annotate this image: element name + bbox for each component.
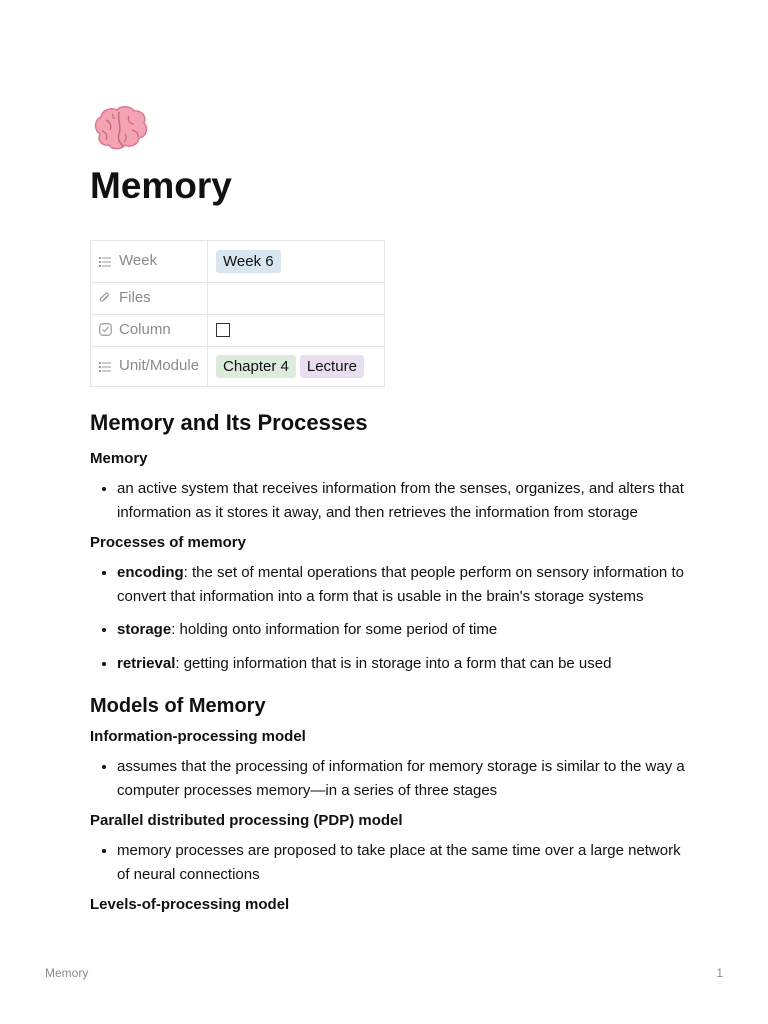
checkbox-icon (99, 323, 113, 340)
property-value-files[interactable] (208, 283, 385, 315)
list-item: • assumes that the processing of information for memory storage is similar to the way a computer processes memory—in a series of three stages (117, 755, 690, 802)
property-value-column (208, 315, 385, 347)
bullet-list (90, 477, 690, 524)
subheading-memory: Memory (90, 450, 148, 467)
page-title: Memory (90, 165, 232, 206)
list-item: • retrieval: getting information that is in storage into a form that can be used (117, 652, 690, 676)
term-storage: storage (117, 621, 172, 638)
list-icon (99, 254, 113, 271)
term-encoding: encoding (117, 564, 184, 581)
subheading-levels-of-processing-model: Levels-of-processing model (90, 896, 290, 913)
heading-models-of-memory: Models of Memory (90, 695, 266, 717)
property-row-column (91, 315, 385, 347)
tag-week[interactable]: Week 6 (216, 250, 281, 273)
page-content (90, 410, 690, 913)
bullet-list (90, 839, 690, 886)
bullet-list (90, 561, 690, 675)
property-name-unit-module[interactable]: Unit/Module (91, 347, 208, 387)
property-value-unit-module[interactable] (208, 347, 385, 387)
tag-chapter[interactable]: Chapter 4 (216, 355, 296, 378)
subheading-pdp-model: Parallel distributed processing (PDP) model (90, 812, 403, 829)
property-value-week[interactable] (208, 241, 385, 283)
page-number: 1 (716, 966, 723, 980)
property-name-week[interactable]: Week (91, 241, 208, 283)
property-row-unit-module (91, 347, 385, 387)
subheading-information-processing-model: Information-processing model (90, 728, 306, 745)
tag-lecture[interactable]: Lecture (300, 355, 364, 378)
list-item: • an active system that receives information from the senses, organizes, and alters that information as it stores it away, and then retrieves the information from storage (117, 477, 690, 524)
bullet-list (90, 755, 690, 802)
column-checkbox[interactable] (216, 323, 230, 337)
subheading-processes-of-memory: Processes of memory (90, 534, 246, 551)
list-item: • encoding: the set of mental operations that people perform on sensory information to convert that information into a form that is usable in the brain's storage systems (117, 561, 690, 608)
properties-table (90, 240, 385, 387)
list-item: • storage: holding onto information for some period of time (117, 618, 690, 642)
list-item: • memory processes are proposed to take place at the same time over a large network of neural connections (117, 839, 690, 886)
paperclip-icon (99, 291, 113, 308)
heading-memory-and-its-processes: Memory and Its Processes (90, 410, 368, 435)
property-row-week (91, 241, 385, 283)
term-retrieval: retrieval (117, 654, 176, 672)
list-icon (99, 359, 113, 376)
footer-title: Memory (45, 966, 89, 980)
property-row-files (91, 283, 385, 315)
property-name-files[interactable]: Files (91, 283, 208, 315)
brain-emoji-icon (92, 104, 148, 154)
property-name-column[interactable]: Column (91, 315, 208, 347)
